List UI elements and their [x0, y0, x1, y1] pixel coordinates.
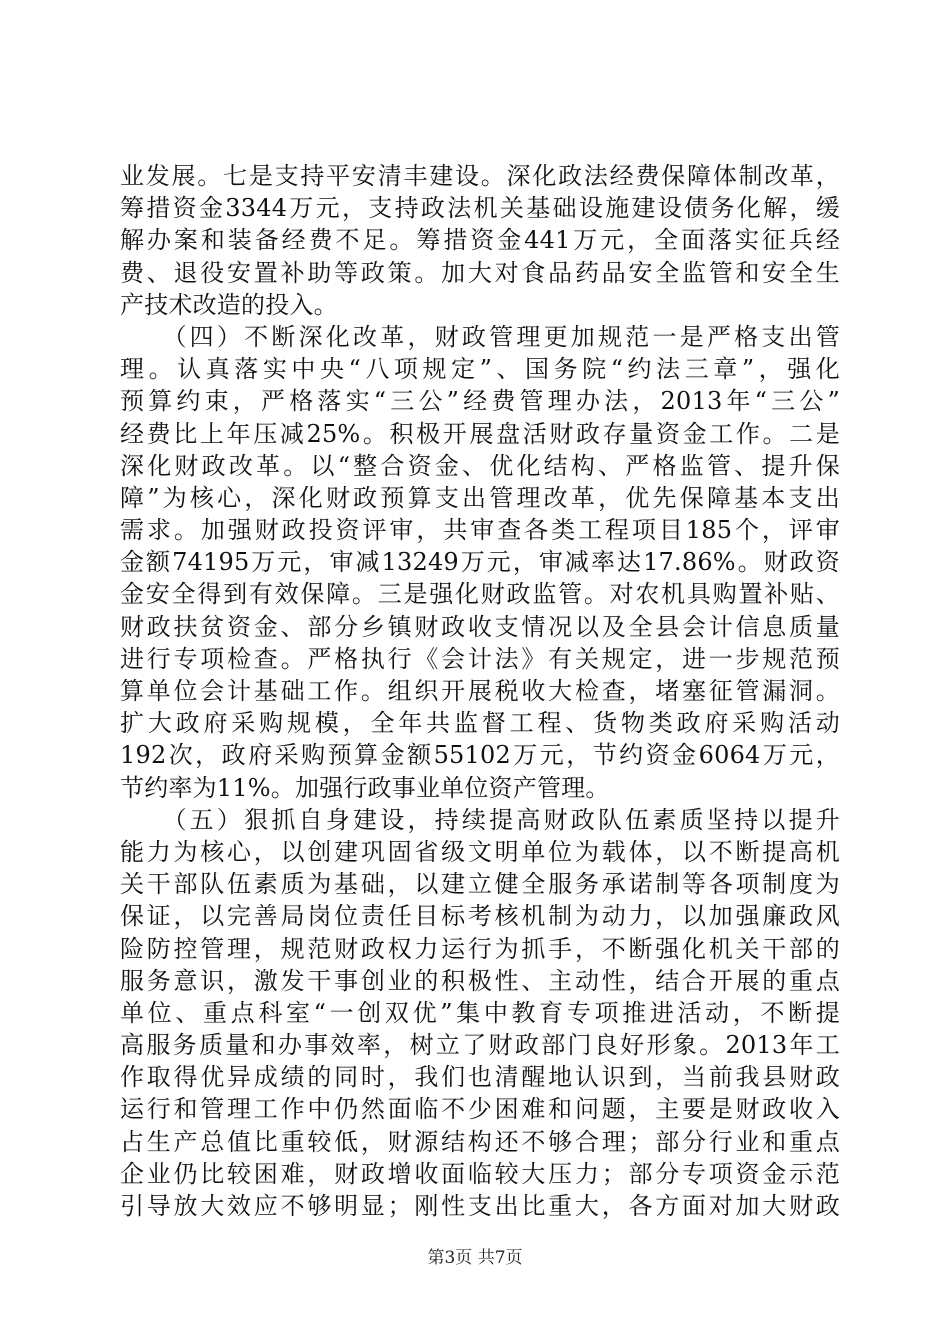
text-line: 服务意识，激发干事创业的积极性、主动性，结合开展的重点	[120, 966, 840, 995]
text-line: 企业仍比较困难，财政增收面临较大压力；部分专项资金示范	[120, 1159, 840, 1188]
text-line: 关干部队伍素质为基础，以建立健全服务承诺制等各项制度为	[120, 870, 840, 899]
text-line: 障”为核心，深化财政预算支出管理改革，优先保障基本支出	[120, 483, 840, 512]
page-number-footer: 第3页 共7页	[427, 1248, 523, 1268]
text-line: 单位、重点科室“一创双优”集中教育专项推进活动，不断提	[120, 998, 840, 1027]
text-line: 保证，以完善局岗位责任目标考核机制为动力，以加强廉政风	[120, 902, 840, 931]
text-line: 深化财政改革。以“整合资金、优化结构、严格监管、提升保	[120, 451, 840, 480]
text-line: 财政扶贫资金、部分乡镇财政收支情况以及全县会计信息质量	[120, 612, 840, 641]
text-line: 作取得优异成绩的同时，我们也清醒地认识到，当前我县财政	[120, 1063, 840, 1092]
text-line: 高服务质量和办事效率，树立了财政部门良好形象。2013年工	[120, 1031, 840, 1060]
text-line: 险防控管理，规范财政权力运行为抓手，不断强化机关干部的	[120, 934, 840, 963]
text-line: 占生产总值比重较低，财源结构还不够合理；部分行业和重点	[120, 1127, 840, 1156]
text-line: 引导放大效应不够明显；刚性支出比重大，各方面对加大财政	[120, 1192, 840, 1220]
text-line: 运行和管理工作中仍然面临不少困难和问题，主要是财政收入	[120, 1095, 840, 1124]
text-line: 费、退役安置补助等政策。加大对食品药品安全监管和安全生	[120, 258, 840, 287]
text-line: 业发展。七是支持平安清丰建设。深化政法经费保障体制改革，	[120, 162, 840, 190]
text-line: （四）不断深化改革，财政管理更加规范一是严格支出管	[120, 322, 840, 351]
text-line: 解办案和装备经费不足。筹措资金441万元，全面落实征兵经	[120, 226, 840, 255]
document-body	[120, 160, 840, 1222]
text-line: 能力为核心，以创建巩固省级文明单位为载体，以不断提高机	[120, 837, 840, 866]
text-line: 扩大政府采购规模，全年共监督工程、货物类政府采购活动	[120, 709, 840, 738]
text-line: 产技术改造的投入。	[120, 290, 338, 319]
text-line: 理。认真落实中央“八项规定”、国务院“约法三章”，强化	[120, 355, 840, 384]
text-line: 进行专项检查。严格执行《会计法》有关规定，进一步规范预	[120, 644, 840, 673]
text-line: 经费比上年压减25%。积极开展盘活财政存量资金工作。二是	[120, 419, 840, 448]
text-line: 金安全得到有效保障。三是强化财政监管。对农机具购置补贴、	[120, 580, 840, 609]
text-line: 筹措资金3344万元，支持政法机关基础设施建设债务化解，缓	[120, 194, 840, 223]
text-line: 预算约束，严格落实“三公”经费管理办法，2013年“三公”	[120, 387, 840, 416]
text-line: 节约率为11%。加强行政事业单位资产管理。	[120, 773, 610, 802]
text-line: 192次，政府采购预算金额55102万元，节约资金6064万元，	[120, 741, 840, 770]
text-line: （五）狠抓自身建设，持续提高财政队伍素质坚持以提升	[120, 805, 840, 834]
text-line: 金额74195万元，审减13249万元，审减率达17.86%。财政资	[120, 548, 840, 577]
text-line: 需求。加强财政投资评审，共审查各类工程项目185个，评审	[120, 516, 840, 545]
text-line: 算单位会计基础工作。组织开展税收大检查，堵塞征管漏洞。	[120, 677, 840, 705]
